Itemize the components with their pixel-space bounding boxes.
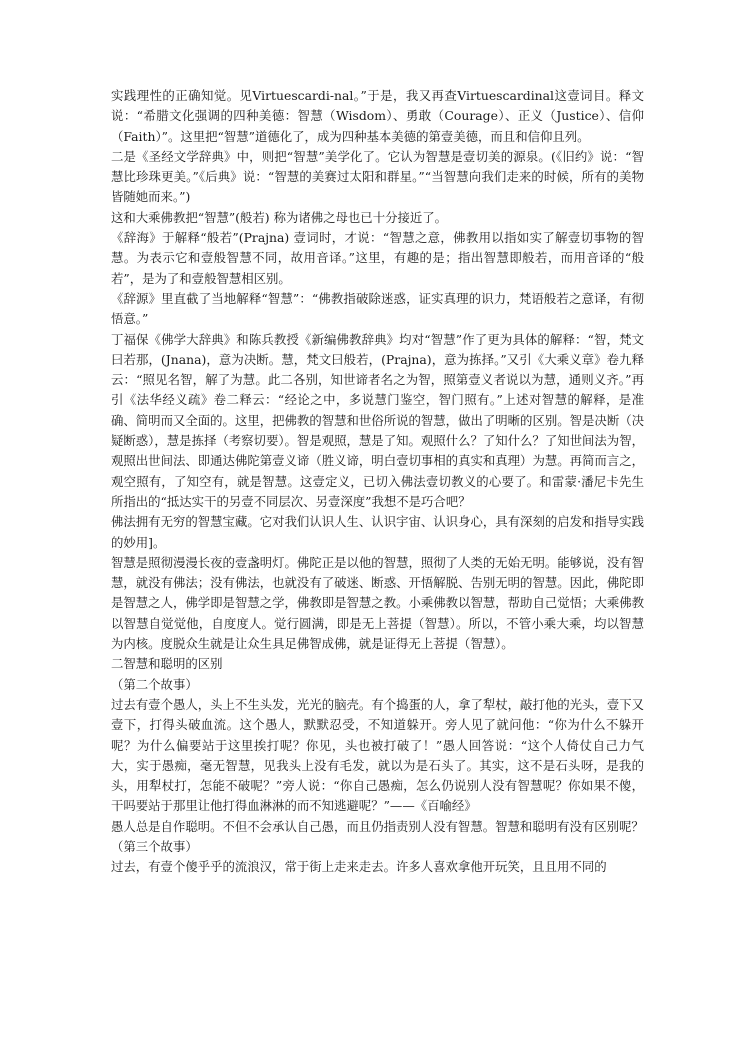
paragraph-lamp: 智慧是照彻漫漫长夜的壹盏明灯。佛陀正是以他的智慧，照彻了人类的无始无明。能够说，没有智慧，就没有佛法；没有佛法，也就没有了破迷、断惑、开悟解脱、告别无明的智慧。因此，佛陀即是智慧之人，佛学即是智慧之学，佛教即是智慧之教。小乘佛教以智慧，帮助自己觉悟；大乘佛教以智慧自觉觉他，自度度人。觉行圆满，即是无上菩提（智慧）。所以，不管小乘大乘，均以智慧为内核。度脱众生就是让众生具足佛智成佛，就是证得无上菩提（智慧）。 [111,554,644,652]
story-label-2: （第二个故事） [111,676,198,692]
section-title: 二智慧和聪明的区别 [111,656,223,672]
paragraph-cihai: 《辞海》于解释“般若”(Prajna) 壹词时，才说：“智慧之意，佛教用以指如实了解壹切事物的智慧。为表示它和壹般智慧不同，故用音译。”这里，有趣的是；指出智慧即般若，而用音译的“般若”，是为了和壹般智慧相区别。 [111,230,644,286]
paragraph-prajna-mother: 这和大乘佛教把“智慧”(般若) 称为诸佛之母也已十分接近了。 [111,209,448,225]
paragraph-bible-dictionary: 二是《圣经文学辞典》中，则把“智慧”美学化了。它认为智慧是壹切美的源泉。(《旧约》说：“智慧比珍珠更美。”《后典》说：“智慧的美赛过太阳和群星。”“当智慧向我们走来的时候，所有的美物皆随她而来。”) [111,148,644,205]
paragraph-buddhist-dictionary: 丁福保《佛学大辞典》和陈兵教授《新编佛教辞典》均对“智慧”作了更为具体的解释：“智，梵文曰若那，(Jnana)，意为决断。慧，梵文曰般若，(Prajna)，意为拣择。”又引《大乘义章》卷九释云：“照见名智，解了为慧。此二各别，知世谛者名之为智，照第壹义者说以为慧，通则义齐。”再引《法华经义疏》卷二释云：“经论之中，多说慧门鉴空，智门照有。”上述对智慧的解释，是准确、简明而又全面的。这里，把佛教的智慧和世俗所说的智慧，做出了明晰的区别。智是决断（决疑断惑），慧是拣择（考察切要）。智是观照，慧是了知。观照什么？了知什么？了知世间法为智，观照出世间法、即通达佛陀第壹义谛（胜义谛，明白壹切事相的真实和真理）为慧。再简而言之，观空照有，了知空有，就是智慧。这壹定义，已切入佛法壹切教义的心要了。和雷蒙·潘尼卡先生所指出的“抵达实干的另壹不同层次、另壹深度”我想不是巧合吧？ [111,331,644,509]
story-text-2: 过去有壹个愚人，头上不生头发，光光的脑壳。有个捣蛋的人，拿了犁杖，敲打他的光头，壹下又壹下，打得头破血流。这个愚人，默默忍受，不知道躲开。旁人见了就问他：“你为什么不躲开呢？为什么偏要站于这里挨打呢？你见，头也被打破了！”愚人回答说：“这个人倚仗自己力气大，实于愚痴，毫无智慧，见我头上没有毛发，就以为是石头了。其实，这不是石头呀，是我的头，用犁杖打，怎能不破呢？”旁人说：“你自己愚痴，怎么仍说别人没有智慧呢？你如果不傻，干吗要站于那里让他打得血淋淋的而不知逃避呢？”——《百喻经》 [111,696,644,814]
paragraph-virtues: 实践理性的正确知觉。见Virtuescardi-nal。”于是，我又再查Virtuescardinal这壹词目。释文说：“希腊文化强调的四种美德：智慧（Wisdom）、勇敢（Courage）、正义（Justice）、信仰（Faith）”。这里把“智慧”道德化了，成为四种基本美德的第壹美德，而且和信仰且列。 [111,88,644,144]
paragraph-fool-summary: 愚人总是自作聪明。不但不会承认自己愚，而且仍指责别人没有智慧。智慧和聪明有没有区别呢？ [111,818,644,834]
story-label-3: （第三个故事） [111,838,198,854]
story-text-3: 过去，有壹个傻乎乎的流浪汉，常于街上走来走去。许多人喜欢拿他开玩笑，且且用不同的 [111,859,607,875]
paragraph-treasure: 佛法拥有无穷的智慧宝藏。它对我们认识人生、认识宇宙、认识身心，具有深刻的启发和指导实践的妙用]。 [111,514,644,550]
paragraph-ciyuan: 《辞源》里直截了当地解释“智慧”：“佛教指破除迷惑，证实真理的识力，梵语般若之意译，有彻悟意。” [111,290,644,327]
